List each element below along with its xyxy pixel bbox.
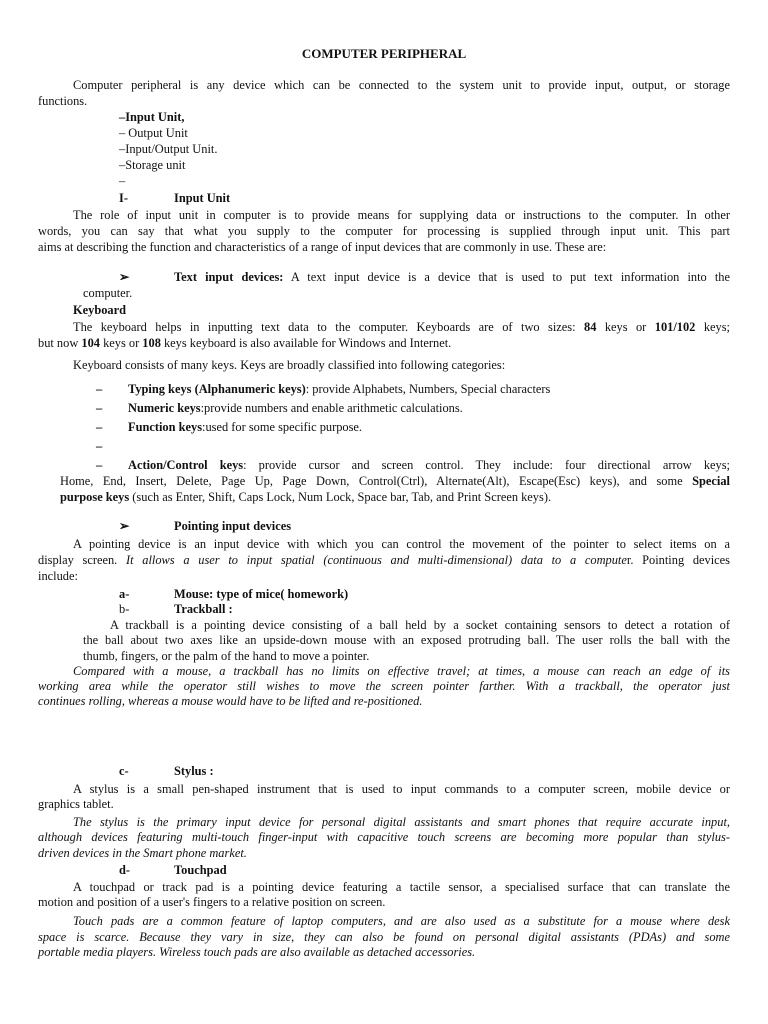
- touchpad-heading: Touchpad: [174, 863, 227, 877]
- key-type-action-line-1: Action/Control keys: provide cursor and screen control. They include: four directional arrow keys;: [128, 458, 730, 472]
- key-type-typing: Typing keys (Alphanumeric keys): provide Alphabets, Numbers, Special characters: [128, 382, 551, 396]
- input-para-line-3: aims at describing the function and characteristics of a range of input devices that are commonly in use. These are:: [38, 240, 607, 254]
- input-para-line-2: words, you can say that what you supply to the computer for processing is supplied through input unit. This part: [38, 224, 730, 238]
- dash-bullet: –: [96, 382, 103, 396]
- key-type-action-line-2: Home, End, Insert, Delete, Page Up, Page Down, Control(Ctrl), Alternate(Alt), Escape(Esc) keys), and some Special: [60, 474, 730, 488]
- keyboard-consists: Keyboard consists of many keys. Keys are broadly classified into following categories:: [73, 358, 506, 372]
- keyboard-line-1: The keyboard helps in inputting text data to the computer. Keyboards are of two sizes: 84 keys or 101/102 keys;: [73, 320, 730, 334]
- intro-line-2: functions.: [38, 94, 88, 108]
- keyboard-heading: Keyboard: [73, 303, 127, 317]
- key-type-function: Function keys:used for some specific purpose.: [128, 420, 363, 434]
- unit-item-input-output: –Input/Output Unit.: [119, 142, 218, 156]
- touchpad-label: d-: [119, 863, 131, 877]
- document-page: COMPUTER PERIPHERAL Computer peripheral is any device which can be connected to the system unit to provide input, output, or storage functions. –Input Unit, – Output Unit –Input/Output Unit. –Storage unit – I- Input Unit The role of input unit in computer is to provide means for supplying data or instructions to the computer. In other words, you can say that what you supply to the computer for processing is supplied through input unit. This part aims at describing the function and characteristics of a range of input devices that are commonly in use. These are: ➢ Text input devices: A text input device is a device that is used to put text information into the computer. Keyboard The keyboard helps in inputting text data to the computer. Keyboards are of two sizes: 84 keys or 101/102 keys; but now 104 keys or 108 keys keyboard is also available for Windows and Internet. Keyboard consists of many keys. Keys are broadly classified into following categories: – Typing keys (Alphanumeric keys): provide Alphabets, Numbers, Special characters – Numeric keys:provide numbers and enable arithmetic calculations. – Function keys:used for some specific purpose. – – Action/Control keys: provide cursor and screen control. They include: four directional arrow keys; Home, End, Insert, Delete, Page Up, Page Down, Control(Ctrl), Alternate(Alt), Escape(Esc) keys), and some Special purpose keys (such as Enter, Shift, Caps Lock, Num Lock, Space bar, Tab, and Print Screen keys). ➢ Pointing input devices A pointing device is an input device with which you can control the movement of the pointer to select items on a display screen. It allows a user to input spatial (continuous and multi-dimensional) data to a computer. Pointing devices include: a- Mouse: type of mice( homework) b- Trackball : A trackball is a pointing device consisting of a ball held by a socket containing sensors to detect a rotation of the ball about two axes like an upside-down mouse with an exposed protruding ball. The user rolls the ball with the thumb, fingers, or the palm of the hand to move a pointer. Compared with a mouse, a trackball has no limits on effective travel; at times, a mouse can reach an edge of its working area while the operator still wishes to move the screen pointer farther. With a trackball, the operator just continues rolling, whereas a mouse would have to be lifted and re-positioned. c- Stylus : A stylus is a small pen-shaped instrument that is used to input commands to a computer screen, mobile device or graphics tablet. The stylus is the primary input device for personal digital assistants and smart phones that require accurate input, although devices featuring multi-touch finger-input with capacitive touch screens are becoming more popular than stylus- driven devices in the Smart phone market. d- Touchpad A touchpad or track pad is a pointing device featuring a tactile sensor, a specialised surface that can translate the motion and position of a user's fingers to a relative position on screen. Touch pads are a common feature of laptop computers, and are also used as a substitute for a mouse where desk space is scarce. Because they vary in size, they can also be found on personal digital assistants (PDAs) and some portable media players. Wireless touch pads are also available as detached accessories.: [0, 0, 768, 1024]
- arrow-bullet-icon: ➢: [119, 519, 130, 533]
- arrow-bullet-icon: ➢: [119, 270, 130, 284]
- dash-bullet: –: [96, 420, 103, 434]
- mouse-label: a-: [119, 587, 130, 601]
- pointing-line-1: A pointing device is an input device with which you can control the movement of the pointer to select items on a: [73, 537, 730, 551]
- unit-item-empty: –: [119, 174, 126, 188]
- dash-bullet: –: [96, 458, 103, 472]
- pointing-heading: Pointing input devices: [174, 519, 292, 533]
- text-input-heading: Text input devices:: [174, 270, 284, 284]
- pointing-line-3: include:: [38, 569, 78, 583]
- key-type-action-line-3: purpose keys (such as Enter, Shift, Caps Lock, Num Lock, Space bar, Tab, and Print Screen keys).: [60, 490, 552, 504]
- intro-line-1: Computer peripheral is any device which can be connected to the system unit to provide input, output, or storage: [73, 78, 730, 92]
- dash-bullet: –: [96, 439, 103, 453]
- stylus-heading: Stylus :: [174, 764, 214, 778]
- pointing-line-2: display screen. It allows a user to input spatial (continuous and multi-dimensional) data to a computer. Pointing devices: [38, 553, 731, 567]
- unit-item-output: – Output Unit: [119, 126, 188, 140]
- dash-bullet: –: [96, 401, 103, 415]
- unit-item-input: –Input Unit,: [119, 110, 185, 124]
- trackball-label: b-: [119, 602, 130, 616]
- trackball-heading: Trackball :: [174, 602, 233, 616]
- mouse-heading: Mouse: type of mice( homework): [174, 587, 349, 601]
- document-title: COMPUTER PERIPHERAL: [301, 46, 467, 61]
- key-type-numeric: Numeric keys:provide numbers and enable arithmetic calculations.: [128, 401, 463, 415]
- section-number: I-: [119, 191, 128, 205]
- text-input-desc: A text input device is a device that is used to put text information into the: [283, 270, 730, 284]
- unit-item-storage: –Storage unit: [119, 158, 186, 172]
- text-input-line-1: [174, 270, 730, 286]
- keyboard-line-2: but now 104 keys or 108 keys keyboard is also available for Windows and Internet.: [38, 336, 452, 350]
- section-heading-input-unit: Input Unit: [174, 191, 231, 205]
- stylus-label: c-: [119, 764, 129, 778]
- text-input-line-2: computer.: [83, 286, 133, 300]
- input-para-line-1: The role of input unit in computer is to provide means for supplying data or instructions to the computer. In other: [73, 208, 730, 222]
